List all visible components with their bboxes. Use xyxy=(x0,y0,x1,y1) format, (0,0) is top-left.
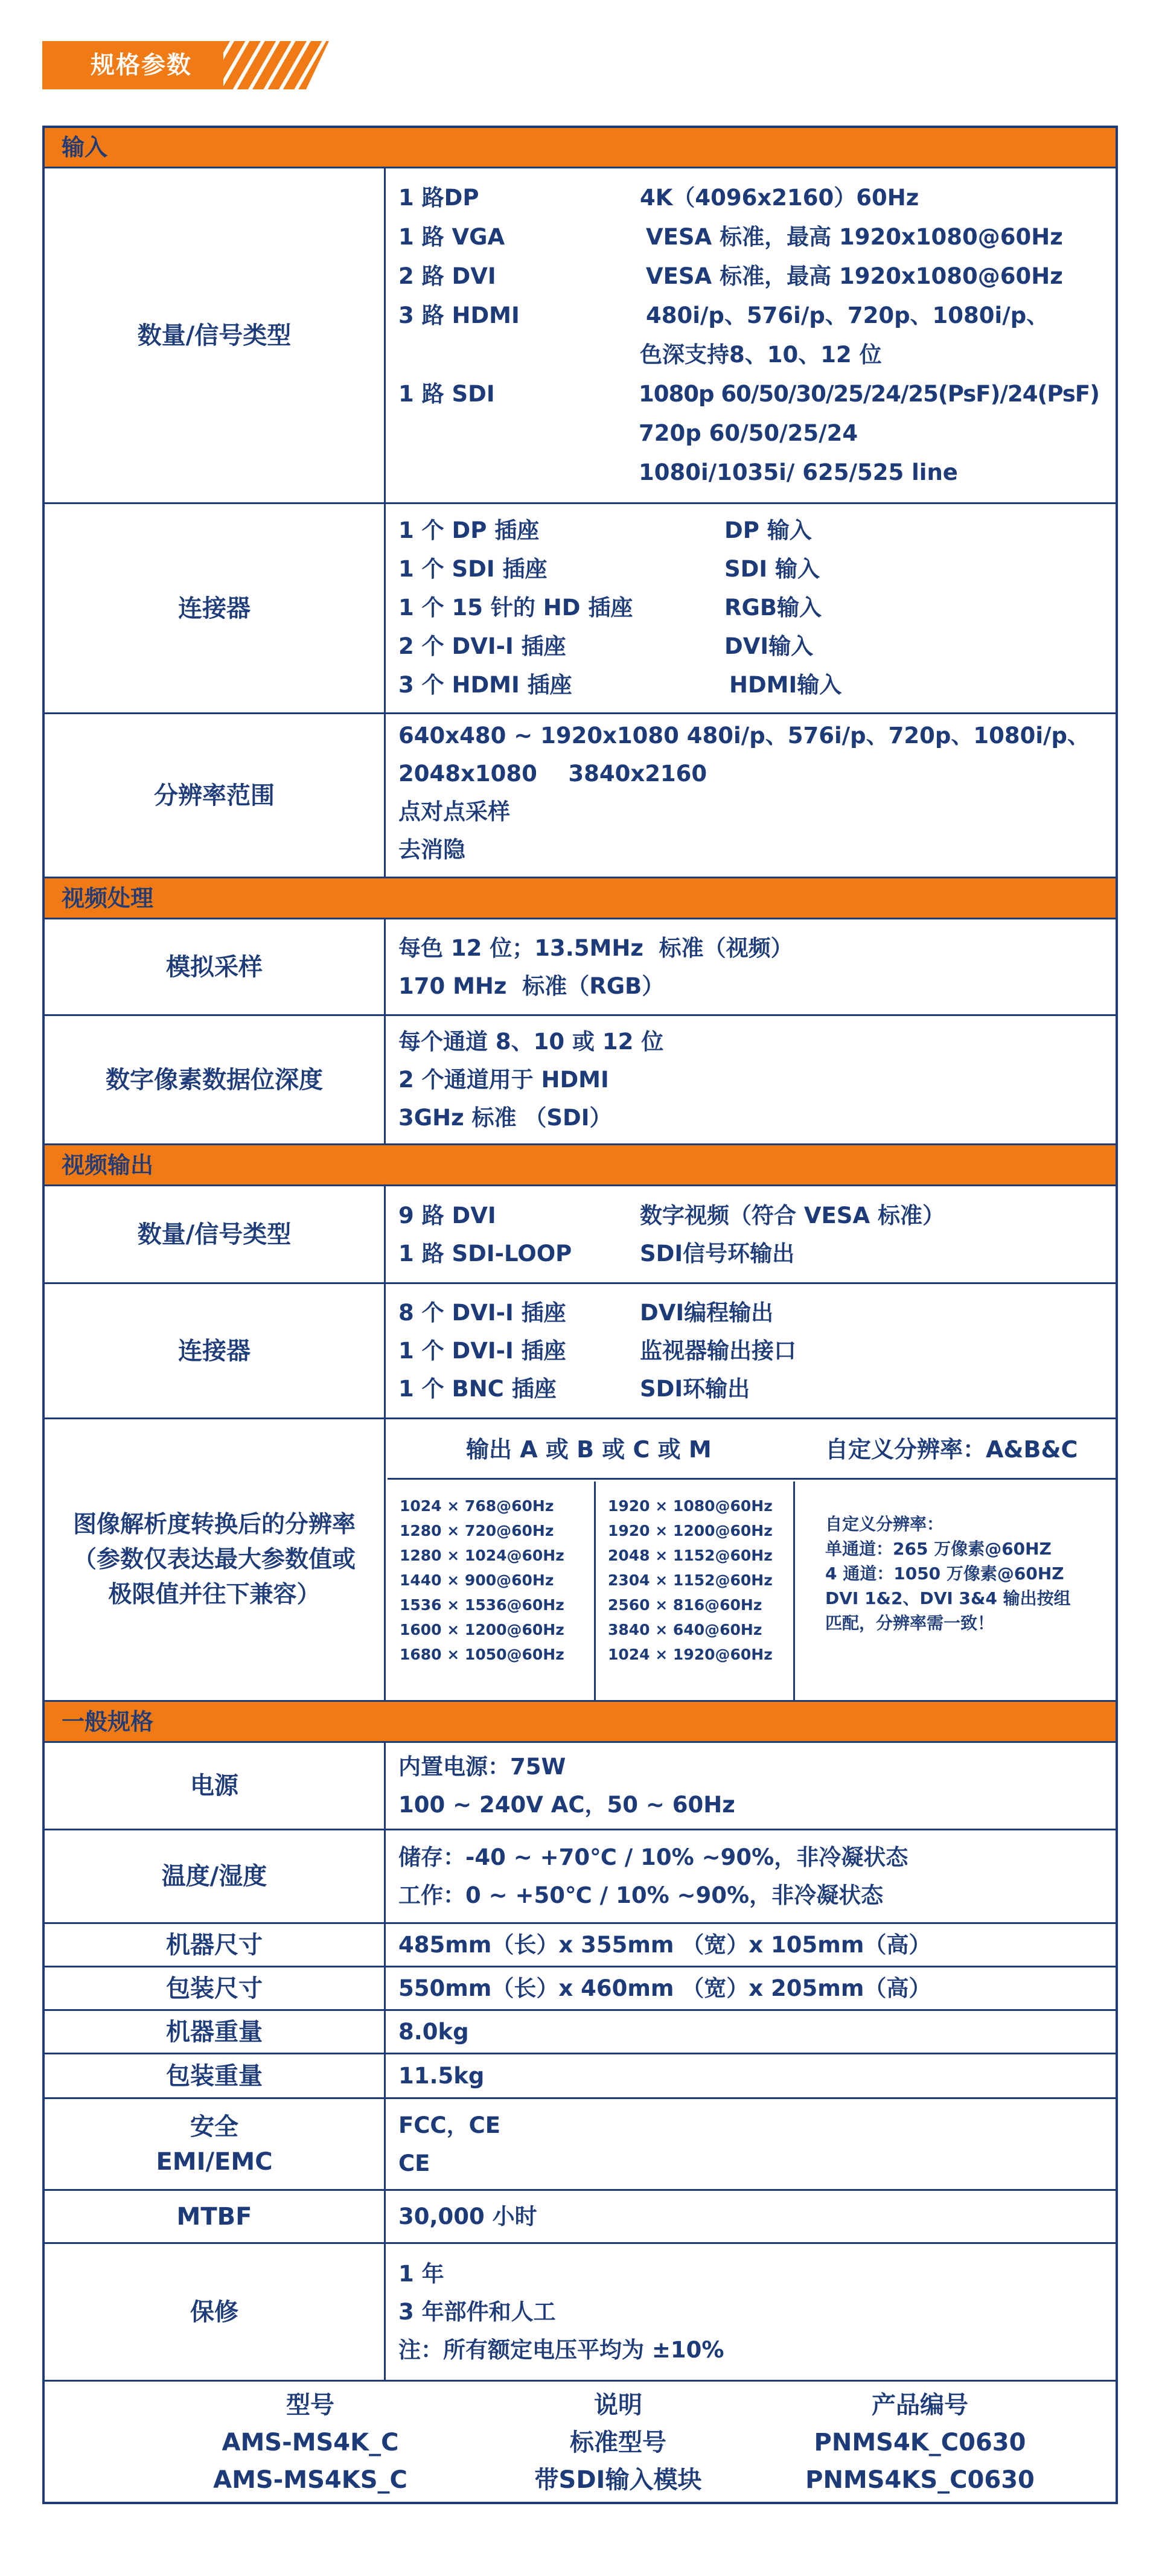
spec-row-mtbf xyxy=(45,2189,1116,2242)
resolution-line: 640x480 ~ 1920x1080 480i/p、576i/p、720p、1080i/p、 xyxy=(398,723,1090,749)
resolution-item: 1280 × 1024@60Hz xyxy=(400,1547,564,1564)
connector-type: 1 个 DVI-I 插座 xyxy=(398,1338,566,1364)
section-header-video-processing: 视频处理 xyxy=(45,877,1116,918)
signal-spec: 数字视频（符合 VESA 标准） xyxy=(640,1202,945,1229)
signal-type: 3 路 HDMI xyxy=(398,302,520,328)
spec-value xyxy=(388,2099,1116,2189)
resolution-line: 点对点采样 xyxy=(398,799,510,825)
connector-use: 监视器输出接口 xyxy=(640,1338,796,1364)
signal-type: 9 路 DVI xyxy=(398,1202,496,1229)
signal-spec: 4K（4096x2160）60Hz xyxy=(640,185,919,211)
section-header-general: 一般规格 xyxy=(45,1700,1116,1741)
product-code-column xyxy=(793,2386,1047,2499)
model-value: AMS-MS4KS_C xyxy=(213,2466,407,2494)
resolution-item: 1920 × 1200@60Hz xyxy=(608,1522,773,1539)
spec-label: MTBF xyxy=(45,2191,386,2242)
resolution-list-1 xyxy=(388,1481,596,1700)
spec-label: 数字像素数据位深度 xyxy=(45,1016,386,1143)
page-title: 规格参数 xyxy=(91,51,192,79)
spec-line: 3GHz 标准 （SDI） xyxy=(398,1105,612,1131)
spec-value xyxy=(388,168,1116,502)
connector-use: DP 输入 xyxy=(724,517,812,543)
spec-label: 电源 xyxy=(45,1743,386,1829)
resolution-line: 2048x1080 3840x2160 xyxy=(398,761,707,787)
resolution-subtable xyxy=(388,1419,1116,1700)
signal-type: 1 路 SDI xyxy=(398,381,495,407)
resolution-list-2 xyxy=(596,1481,795,1700)
spec-row-weight xyxy=(45,2009,1116,2053)
spec-line: 3 年部件和人工 xyxy=(398,2299,556,2325)
resolution-item: 2048 × 1152@60Hz xyxy=(608,1547,773,1564)
description-column xyxy=(503,2386,733,2499)
spec-value xyxy=(388,1186,1116,1282)
spec-row-package-dimensions xyxy=(45,1966,1116,2009)
spec-value xyxy=(388,504,1116,712)
spec-row-power xyxy=(45,1741,1116,1829)
signal-type: 1 路DP xyxy=(398,185,479,211)
resolution-item: 1440 × 900@60Hz xyxy=(400,1571,554,1589)
spec-line: 485mm（长）x 355mm （宽）x 105mm（高） xyxy=(398,1932,931,1958)
spec-line: 8.0kg xyxy=(398,2019,469,2045)
model-heading: 型号 xyxy=(286,2391,334,2419)
section-title-tab xyxy=(42,41,329,89)
custom-resolution-heading: 自定义分辨率：A&B&C xyxy=(825,1436,1078,1463)
resolution-item: 1680 × 1050@60Hz xyxy=(400,1646,564,1663)
spec-row-bit-depth xyxy=(45,1014,1116,1143)
spec-value xyxy=(388,919,1116,1014)
resolution-item: 1024 × 1920@60Hz xyxy=(608,1646,773,1663)
connector-type: 1 个 15 针的 HD 插座 xyxy=(398,595,633,621)
section-header-input: 输入 xyxy=(45,128,1116,167)
spec-label: 模拟采样 xyxy=(45,919,386,1014)
spec-label: 机器重量 xyxy=(45,2011,386,2053)
model-column xyxy=(196,2386,425,2499)
connector-use: DVI输入 xyxy=(724,633,814,659)
connector-use: SDI环输出 xyxy=(640,1376,750,1402)
spec-line: 11.5kg xyxy=(398,2063,485,2089)
spec-line: 内置电源：75W xyxy=(398,1754,566,1780)
connector-type: 1 个 SDI 插座 xyxy=(398,556,548,582)
spec-label-line: （参数仅表达最大参数值或 xyxy=(72,1545,356,1573)
spec-line: CE xyxy=(398,2150,430,2176)
resolution-item: 1280 × 720@60Hz xyxy=(400,1522,554,1539)
resolution-item: 3840 × 640@60Hz xyxy=(608,1621,762,1638)
spec-line: 每个通道 8、10 或 12 位 xyxy=(398,1029,664,1055)
resolution-item: 2560 × 816@60Hz xyxy=(608,1596,762,1614)
spec-row-temperature xyxy=(45,1829,1116,1922)
signal-spec: 1080p 60/50/30/25/24/25(PsF)/24(PsF) xyxy=(639,381,1100,407)
resolution-item: 1920 × 1080@60Hz xyxy=(608,1497,773,1515)
resolution-item: 1600 × 1200@60Hz xyxy=(400,1621,564,1638)
spec-value xyxy=(388,2054,1116,2097)
spec-line: 工作：0 ~ +50℃ / 10% ~90%，非冷凝状态 xyxy=(398,1882,884,1908)
custom-resolution-line: DVI 1&2、DVI 3&4 输出按组 xyxy=(825,1588,1071,1608)
custom-resolution-notes xyxy=(795,1481,1116,1700)
spec-row-analog-sampling xyxy=(45,918,1116,1014)
section-header-video-output: 视频输出 xyxy=(45,1143,1116,1184)
description-heading: 说明 xyxy=(594,2391,642,2419)
spec-value xyxy=(388,1743,1116,1829)
spec-value xyxy=(388,1284,1116,1417)
connector-type: 3 个 HDMI 插座 xyxy=(398,672,572,698)
spec-label-line: 安全 xyxy=(190,2112,238,2141)
description-value: 标准型号 xyxy=(570,2429,666,2456)
connector-use: HDMI输入 xyxy=(729,672,842,698)
spec-label: 包装重量 xyxy=(45,2054,386,2097)
signal-spec: 1080i/1035i/ 625/525 line xyxy=(639,459,958,485)
spec-row-safety xyxy=(45,2097,1116,2189)
spec-label: 保修 xyxy=(45,2244,386,2380)
spec-row-input-signals xyxy=(45,167,1116,502)
connector-type: 1 个 BNC 插座 xyxy=(398,1376,557,1402)
signal-type: 1 路 VGA xyxy=(398,224,505,250)
connector-use: DVI编程输出 xyxy=(640,1300,774,1326)
description-value: 带SDI输入模块 xyxy=(534,2466,702,2494)
spec-label: 连接器 xyxy=(45,1284,386,1417)
output-group-heading: 输出 A 或 B 或 C 或 M xyxy=(466,1436,712,1463)
model-value: AMS-MS4K_C xyxy=(222,2429,399,2456)
spec-line: 100 ~ 240V AC，50 ~ 60Hz xyxy=(398,1792,735,1818)
resolution-subtable-header xyxy=(388,1419,1116,1480)
spec-line: 170 MHz 标准（RGB） xyxy=(398,973,665,999)
signal-spec: 720p 60/50/25/24 xyxy=(639,420,858,446)
spec-line: 2 个通道用于 HDMI xyxy=(398,1067,609,1093)
signal-spec: VESA 标准，最高 1920x1080@60Hz xyxy=(646,263,1063,289)
spec-row-output-connectors xyxy=(45,1282,1116,1417)
spec-value xyxy=(388,1967,1116,2009)
spec-value xyxy=(388,714,1116,877)
connector-use: SDI 输入 xyxy=(724,556,820,582)
spec-label-line: 极限值并往下兼容） xyxy=(108,1580,321,1608)
spec-line: 每色 12 位；13.5MHz 标准（视频） xyxy=(398,935,793,961)
spec-label-line: 图像解析度转换后的分辨率 xyxy=(72,1510,356,1538)
spec-line: 储存：-40 ~ +70℃ / 10% ~90%，非冷凝状态 xyxy=(398,1844,908,1870)
title-tab-stripes xyxy=(223,41,329,89)
connector-type: 1 个 DP 插座 xyxy=(398,517,540,543)
spec-row-scaled-resolution xyxy=(45,1417,1116,1700)
spec-label: 连接器 xyxy=(45,504,386,712)
spec-value xyxy=(388,2011,1116,2053)
resolution-item: 2304 × 1152@60Hz xyxy=(608,1571,773,1589)
signal-spec: SDI信号环输出 xyxy=(640,1240,795,1267)
spec-label-line: EMI/EMC xyxy=(156,2147,273,2176)
connector-type: 2 个 DVI-I 插座 xyxy=(398,633,566,659)
spec-value xyxy=(388,1830,1116,1922)
spec-label: 温度/湿度 xyxy=(45,1830,386,1922)
connector-type: 8 个 DVI-I 插座 xyxy=(398,1300,566,1326)
resolution-item: 1024 × 768@60Hz xyxy=(400,1497,554,1515)
connector-use: RGB输入 xyxy=(724,595,822,621)
signal-type: 2 路 DVI xyxy=(398,263,496,289)
spec-label: 数量/信号类型 xyxy=(45,168,386,502)
spec-line: 1 年 xyxy=(398,2261,444,2287)
product-code-value: PNMS4KS_C0630 xyxy=(805,2466,1035,2494)
spec-value xyxy=(388,2244,1116,2380)
signal-spec: 480i/p、576i/p、720p、1080i/p、 xyxy=(646,302,1049,328)
model-table xyxy=(45,2380,1116,2502)
spec-row-input-connectors xyxy=(45,502,1116,712)
spec-line: 注：所有额定电压平均为 ±10% xyxy=(398,2337,724,2363)
signal-spec: VESA 标准，最高 1920x1080@60Hz xyxy=(646,224,1063,250)
product-code-value: PNMS4K_C0630 xyxy=(814,2429,1026,2456)
signal-type: 1 路 SDI-LOOP xyxy=(398,1240,572,1267)
custom-resolution-line: 单通道：265 万像素@60HZ xyxy=(825,1539,1052,1559)
spec-value xyxy=(388,1016,1116,1143)
spec-row-warranty xyxy=(45,2242,1116,2380)
spec-label: 数量/信号类型 xyxy=(45,1186,386,1282)
custom-resolution-line: 自定义分辨率： xyxy=(825,1514,944,1534)
spec-line: 550mm（长）x 460mm （宽）x 205mm（高） xyxy=(398,1975,931,2001)
spec-label: 分辨率范围 xyxy=(45,714,386,877)
spec-row-output-signals xyxy=(45,1184,1116,1282)
spec-line: FCC，CE xyxy=(398,2112,501,2138)
spec-line: 30,000 小时 xyxy=(398,2204,537,2229)
spec-table xyxy=(42,126,1118,2504)
spec-label xyxy=(45,2099,386,2189)
spec-row-dimensions xyxy=(45,1922,1116,1966)
spec-value xyxy=(388,2191,1116,2242)
product-code-heading: 产品编号 xyxy=(872,2391,968,2419)
spec-label: 机器尺寸 xyxy=(45,1924,386,1966)
resolution-line: 去消隐 xyxy=(398,837,465,863)
spec-row-input-resolution xyxy=(45,712,1116,877)
custom-resolution-line: 匹配，分辨率需一致！ xyxy=(825,1613,995,1633)
signal-spec: 色深支持8、10、12 位 xyxy=(640,342,882,368)
custom-resolution-line: 4 通道：1050 万像素@60HZ xyxy=(825,1564,1064,1584)
spec-label: 包装尺寸 xyxy=(45,1967,386,2009)
resolution-item: 1536 × 1536@60Hz xyxy=(400,1596,564,1614)
spec-value xyxy=(388,1924,1116,1966)
spec-label xyxy=(45,1419,386,1700)
spec-row-package-weight xyxy=(45,2053,1116,2097)
